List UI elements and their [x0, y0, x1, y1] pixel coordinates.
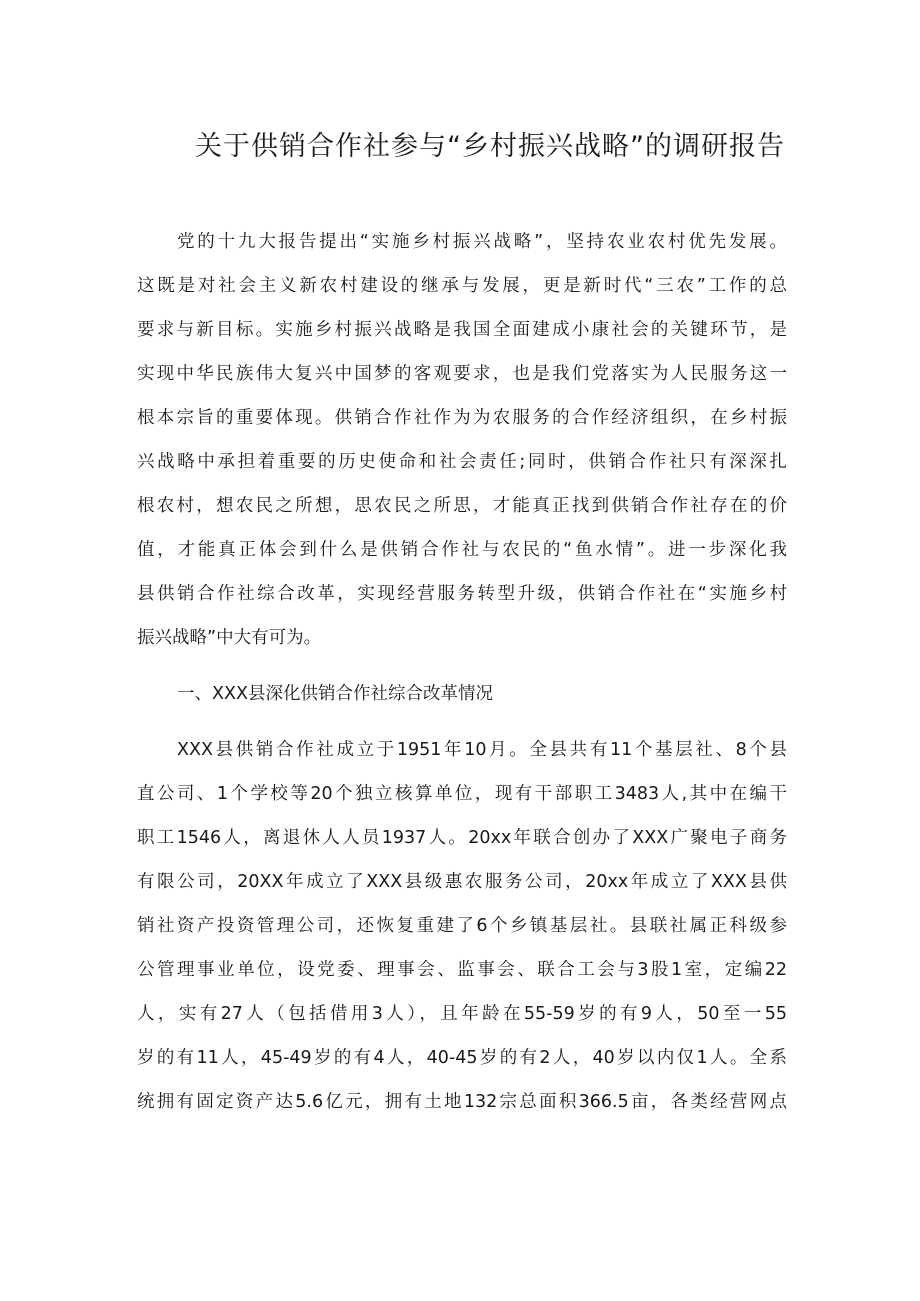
- paragraph-line: 振兴战略”中大有可为。: [137, 628, 322, 648]
- paragraph-line: 值，才能真正体会到什么是供销合作社与农民的“鱼水情”。进一步深化我: [137, 540, 787, 560]
- paragraph-line: 县供销合作社综合改革，实现经营服务转型升级，供销合作社在“实施乡村: [137, 584, 787, 604]
- paragraph-line: XXX县供销合作社成立于1951年10月。全县共有11个基层社、8个县: [177, 740, 787, 760]
- paragraph-line: 根农村，想农民之所想，思农民之所思，才能真正找到供销合作社存在的价: [137, 496, 787, 516]
- paragraph-line: 根本宗旨的重要体现。供销合作社作为为农服务的合作经济组织，在乡村振: [137, 408, 787, 428]
- paragraph-line: 职工1546人，离退休人人员1937人。20xx年联合创办了XXX广聚电子商务: [137, 828, 787, 848]
- paragraph-line: 实现中华民族伟大复兴中国梦的客观要求，也是我们党落实为人民服务这一: [137, 364, 787, 384]
- paragraph-line: 有限公司，20XX年成立了XXX县级惠农服务公司，20xx年成立了XXX县供: [137, 872, 787, 892]
- paragraph-line: 这既是对社会主义新农村建设的继承与发展，更是新时代“三农”工作的总: [137, 276, 787, 296]
- paragraph-line: 销社资产投资管理公司，还恢复重建了6个乡镇基层社。县联社属正科级参: [137, 916, 787, 936]
- paragraph-line: 公管理事业单位，设党委、理事会、监事会、联合工会与3股1室，定编22: [137, 960, 787, 980]
- paragraph-line: 岁的有11人，45-49岁的有4人，40-45岁的有2人，40岁以内仅1人。全系: [137, 1048, 787, 1068]
- paragraph-line: 党的十九大报告提出“实施乡村振兴战略”，坚持农业农村优先发展。: [177, 232, 787, 252]
- paragraph-line: 直公司、1个学校等20个独立核算单位，现有干部职工3483人,其中在编干: [137, 784, 787, 804]
- paragraph-line: 要求与新目标。实施乡村振兴战略是我国全面建成小康社会的关键环节，是: [137, 320, 787, 340]
- section-heading: 一、XXX县深化供销合作社综合改革情况: [177, 684, 493, 704]
- paragraph-line: 人，实有27人（包括借用3人），且年龄在55-59岁的有9人，50至一55: [137, 1004, 787, 1024]
- paragraph-line: 统拥有固定资产达5.6亿元，拥有土地132宗总面积366.5亩，各类经营网点: [137, 1092, 787, 1112]
- paragraph-line: 兴战略中承担着重要的历史使命和社会责任;同时，供销合作社只有深深扎: [137, 452, 787, 472]
- page-title: 关于供销合作社参与“乡村振兴战略”的调研报告: [195, 131, 785, 162]
